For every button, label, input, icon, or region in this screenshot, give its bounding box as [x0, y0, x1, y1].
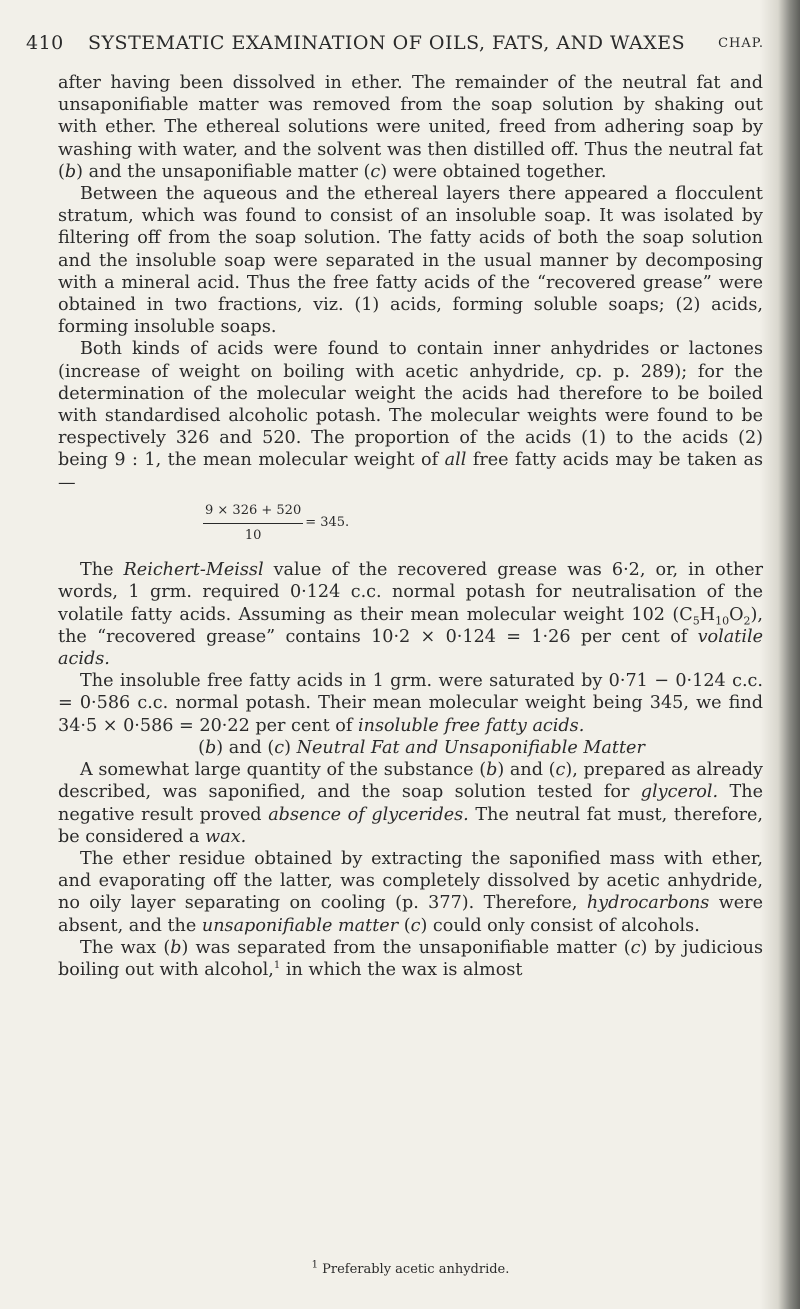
formula-result: = 345. — [305, 515, 350, 531]
footnote-reference: 1 — [273, 960, 281, 972]
paragraph: A somewhat large quantity of the substance (b) and (c), prepared as already described, was saponified, and the soap solution tested for glycerol. The negative result proved absence of glycerides. The neutral fat must, therefore, be considered a wax. — [58, 760, 763, 847]
footnote — [58, 1259, 763, 1277]
fraction-denominator: 10 — [244, 528, 262, 544]
section-heading: (b) and (c) Neutral Fat and Unsaponifiable Matter — [198, 737, 645, 758]
footnote-marker: 1 — [311, 1259, 318, 1271]
page-edge-shadow — [760, 0, 800, 1309]
paragraph: The wax (b) was separated from the unsaponifiable matter (c) by judicious boiling out with alcohol,$^1$ in which the wax is almost — [58, 937, 764, 980]
paragraph: The insoluble free fatty acids in 1 grm. were saturated by 0·71 − 0·124 c.c. = 0·586 c.c. normal potash. Their mean molecular weight being 345, we find 34·5 × 0·586 = 20·22 per cent of insoluble free fatty acids. — [58, 671, 763, 736]
fraction — [203, 500, 303, 547]
paragraph: The ether residue obtained by extracting the saponified mass with ether, and evaporating off the latter, was completely dissolved by acetic anhydride, no oily layer separating on cooling (p. 377). Therefore, hydrocarbons were absent, and the unsaponifiable matter (c) could only consist of alcohols. — [58, 848, 764, 936]
footnote-text: Preferably acetic anhydride. — [317, 1262, 510, 1277]
paragraph: The Reichert-Meissl value of the recovered grease was 6·2, or, in other words, 1 grm. required 0·124 c.c. normal potash for neutralisation of the volatile fatty acids. Assuming as their mean molecular weight 102 $(C_5H_{10}O_2)$, the “recovered grease” contains 10·2 × 0·124 = 1·26 per cent of volatile acids. — [58, 560, 763, 670]
paragraph: Between the aqueous and the ethereal layers there appeared a flocculent stratum, which was found to consist of an insoluble soap. It was isolated by filtering off from the soap solution. The fatty acids of both the soap solution and the insoluble soap were separated in the usual manner by decomposing with a mineral acid. Thus the free fatty acids of the “recovered grease” were obtained in two fractions, viz. (1) acids, forming soluble soaps; (2) acids, forming insoluble soaps. — [58, 184, 763, 338]
running-header — [26, 32, 764, 62]
body-text — [58, 72, 763, 981]
paragraph: after having been dissolved in ether. The remainder of the neutral fat and unsaponifiable matter was removed from the soap solution by shaking out with ether. The ethereal solutions were united, freed from adhering soap by washing with water, and the solvent was then distilled off. Thus the neutral fat (b) and the unsaponifiable matter (c) were obtained together. — [58, 73, 763, 182]
formula — [203, 500, 763, 547]
chapter-abbrev: CHAP. — [718, 36, 764, 51]
page-number: 410 — [26, 32, 64, 54]
running-title: SYSTEMATIC EXAMINATION OF OILS, FATS, AND WAXES — [88, 32, 686, 54]
paragraph: Both kinds of acids were found to contain inner anhydrides or lactones (increase of weight on boiling with acetic anhydride, cp. p. 289); for the determination of the molecular weight the acids had therefore to be boiled with standardised alcoholic potash. The molecular weights were found to be respectively 326 and 520. The proportion of the acids (1) to the acids (2) being 9 : 1, the mean molecular weight of all free fatty acids may be taken as— — [58, 339, 763, 493]
fraction-numerator: 9 × 326 + 520 — [203, 500, 303, 524]
